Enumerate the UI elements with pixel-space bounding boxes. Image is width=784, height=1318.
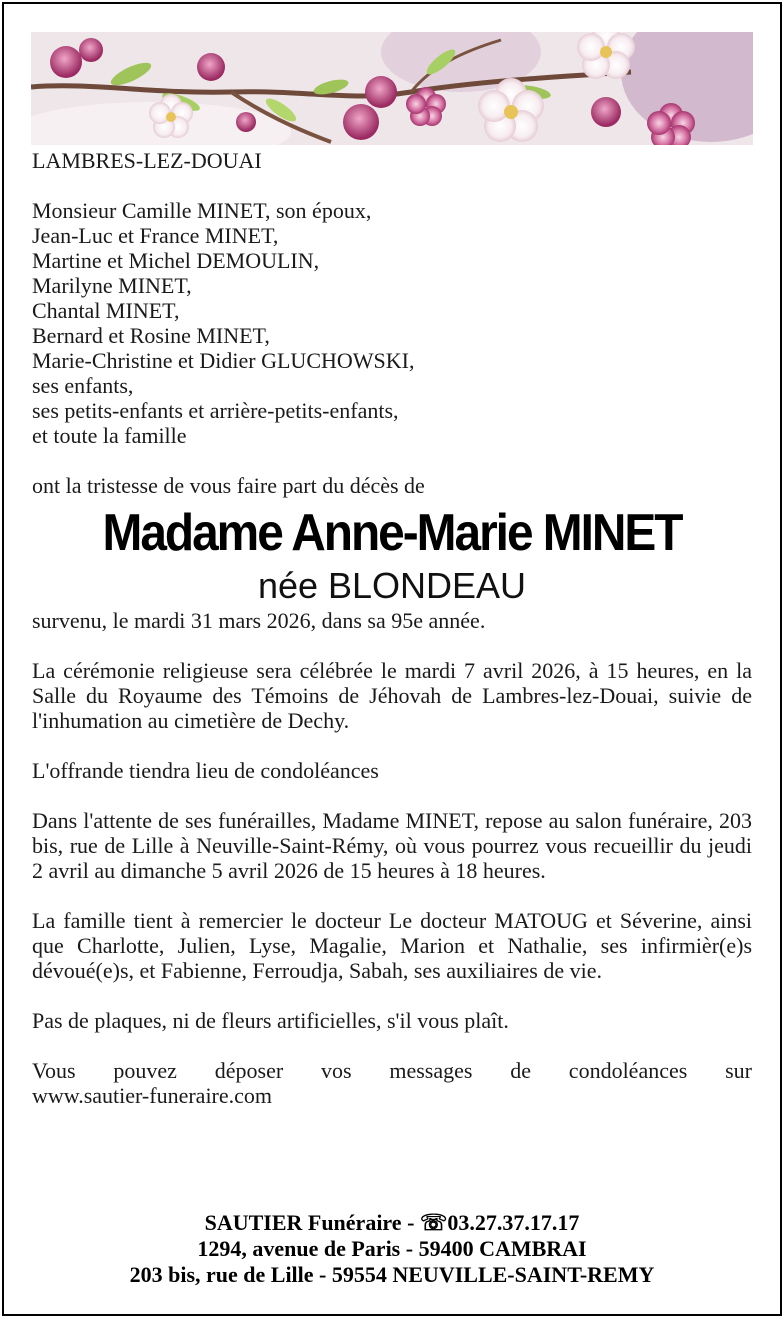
family-line: Martine et Michel DEMOULIN, xyxy=(32,248,320,273)
family-line: Marie-Christine et Didier GLUCHOWSKI, xyxy=(32,348,415,373)
footer-company-line xyxy=(32,1210,752,1236)
phone-icon: ☏ xyxy=(419,1210,448,1235)
condolences-url[interactable]: www.sautier-funeraire.com xyxy=(32,1083,273,1108)
condolences-text: Vous pouvez déposer vos messages de condoléances sur xyxy=(32,1058,752,1083)
family-list xyxy=(32,198,752,448)
family-line: Bernard et Rosine MINET, xyxy=(32,323,270,348)
family-line: Marilyne MINET, xyxy=(32,273,192,298)
funeral-home-footer xyxy=(32,1210,752,1288)
family-line: et toute la famille xyxy=(32,423,187,448)
phone-number: 03.27.37.17.17 xyxy=(447,1210,580,1235)
offering-paragraph: L'offrande tiendra lieu de condoléances xyxy=(32,758,379,783)
no-plaques-paragraph: Pas de plaques, ni de fleurs artificielles, s'il vous plaît. xyxy=(32,1008,509,1033)
location-heading: LAMBRES-LEZ-DOUAI xyxy=(32,148,262,173)
maiden-name: née BLONDEAU xyxy=(257,565,527,606)
family-line: ses enfants, xyxy=(32,373,134,398)
salon-paragraph: Dans l'attente de ses funérailles, Madame MINET, repose au salon funéraire, 203 bis, rue de Lille à Neuville-Saint-Rémy, où vous pourrez vous recueillir du jeudi 2 avril au dimanche 5 avril 2026 de 15 heures à 18 heures. xyxy=(32,808,752,883)
family-line: Jean-Luc et France MINET, xyxy=(32,223,279,248)
cherry-blossom-banner-image xyxy=(31,32,753,145)
family-line: Chantal MINET, xyxy=(32,298,180,323)
death-info: survenu, le mardi 31 mars 2026, dans sa 95e année. xyxy=(32,608,486,633)
announcement-text: ont la tristesse de vous faire part du décès de xyxy=(32,473,425,498)
footer-address-1: 1294, avenue de Paris - 59400 CAMBRAI xyxy=(197,1236,587,1261)
family-line: Monsieur Camille MINET, son époux, xyxy=(32,198,372,223)
family-line: ses petits-enfants et arrière-petits-enfants, xyxy=(32,398,399,423)
obituary-body xyxy=(32,148,752,1108)
funeral-home-name: SAUTIER Funéraire - xyxy=(204,1210,420,1235)
thanks-paragraph: La famille tient à remercier le docteur Le docteur MATOUG et Séverine, ainsi que Charlotte, Julien, Lyse, Magalie, Marion et Nathalie, ses infirmièr(e)s dévoué(e)s, et Fabienne, Ferroudja, Sabah, ses auxiliaires de vie. xyxy=(32,908,752,983)
deceased-name: Madame Anne-Marie MINET xyxy=(102,504,682,562)
footer-address-2: 203 bis, rue de Lille - 59554 NEUVILLE-SAINT-REMY xyxy=(129,1262,655,1287)
ceremony-paragraph: La cérémonie religieuse sera célébrée le mardi 7 avril 2026, à 15 heures, en la Salle du Royaume des Témoins de Jéhovah de Lambres-lez-Douai, suivie de l'inhumation au cimetière de Dechy. xyxy=(32,658,752,733)
